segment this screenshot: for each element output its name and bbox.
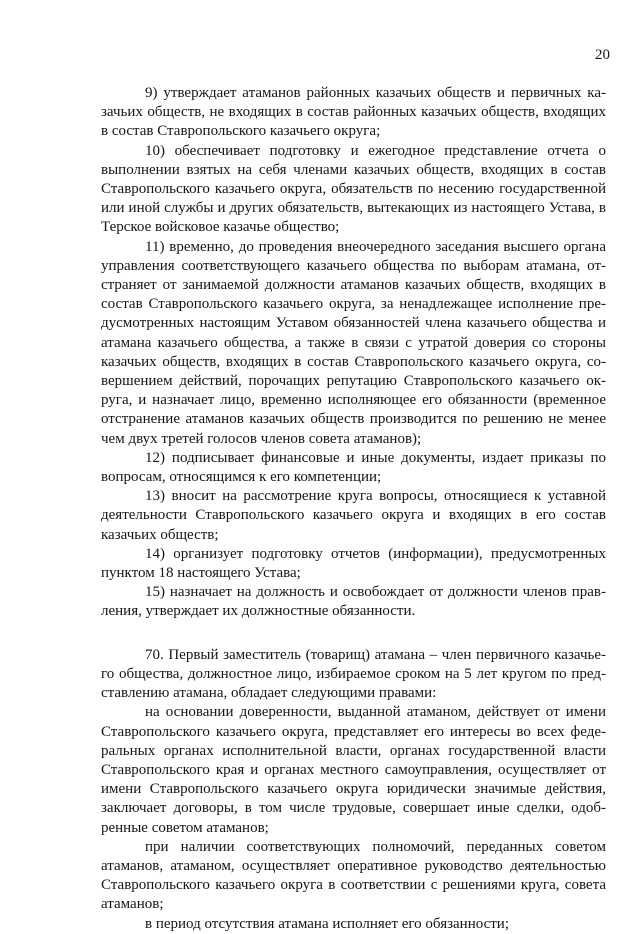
paragraph-item-10: 10) обеспечивает подготовку и ежегодное представление отчета о выполнении взятых на себя членами казачьих обществ, входящих в состав Ставропольского казачьего округа, обязательств по несению государственной или иной службы и других обязательств, вытекающих из настоящего Устава, в Терское войсковое казачье общество; [101, 142, 606, 236]
paragraph-item-9: 9) утверждает атаманов районных казачьих обществ и первичных казачьих обществ, не входящих в состав районных казачьих обществ, входящих в состав Ставропольского казачьего округа; [101, 85, 606, 140]
paragraph-item-11: 11) временно, до проведения внеочередного заседания высшего органа управления соответствующего казачьего общества по выборам атамана, отстраняет от занимаемой должности атаманов казачьих обществ, входящих в состав Ставропольского казачьего округа, за ненадлежащее исполнение предусмотренных настоящим Уставом обязанностей члена казачьего общества и атамана казачьего общества, а также в связи с утратой доверия со стороны казачьих обществ, входящих в состав Ставропольского казачьего округа, совершением действий, порочащих репутацию Ставропольского казачьего округа, и назначает лицо, временно исполняющее его обязанности (временное отстранение атаманов казачьих обществ производится по решению не менее чем двух третей голосов членов совета атаманов); [101, 238, 606, 447]
paragraph-right-2: при наличии соответствующих полномочий, переданных советом атаманов, атаманом, осуществляет оперативное руководство деятельностью Ставропольского казачьего округа в соответствии с решениями круга, совета атаманов; [101, 838, 606, 913]
paragraph-right-1: на основании доверенности, выданной атаманом, действует от имени Ставропольского казачьего округа, представляет его интересы во всех федеральных органах исполнительной власти, органах государственной власти Ставропольского края и органах местного самоуправления, осуществляет от имени Ставропольского казачьего округа юридически значимые действия, заключает договоры, в том числе трудовые, совершает иные сделки, одобренные советом атаманов; [101, 704, 606, 836]
paragraph-right-3: в период отсутствия атамана исполняет его обязанности; [145, 915, 510, 932]
paragraph-item-14: 14) организует подготовку отчетов (информации), предусмотренных пунктом 18 настоящего Устава; [101, 545, 606, 582]
paragraph-item-12: 12) подписывает финансовые и иные документы, издает приказы по вопросам, относящимся к его компетенции; [101, 449, 606, 486]
page-number: 20 [595, 47, 610, 63]
paragraph-item-15: 15) назначает на должность и освобождает от должности членов правления, утверждает их должностные обязанности. [101, 584, 606, 620]
paragraph-item-13: 13) вносит на рассмотрение круга вопросы, относящиеся к уставной деятельности Ставропольского казачьего округа и входящих в его состав казачьих обществ; [101, 488, 606, 543]
document-body [101, 84, 606, 934]
section-70-heading-paragraph: 70. Первый заместитель (товарищ) атамана – член первичного казачьего общества, должностное лицо, избираемое сроком на 5 лет кругом по представлению атамана, обладает следующими правами: [101, 646, 606, 702]
